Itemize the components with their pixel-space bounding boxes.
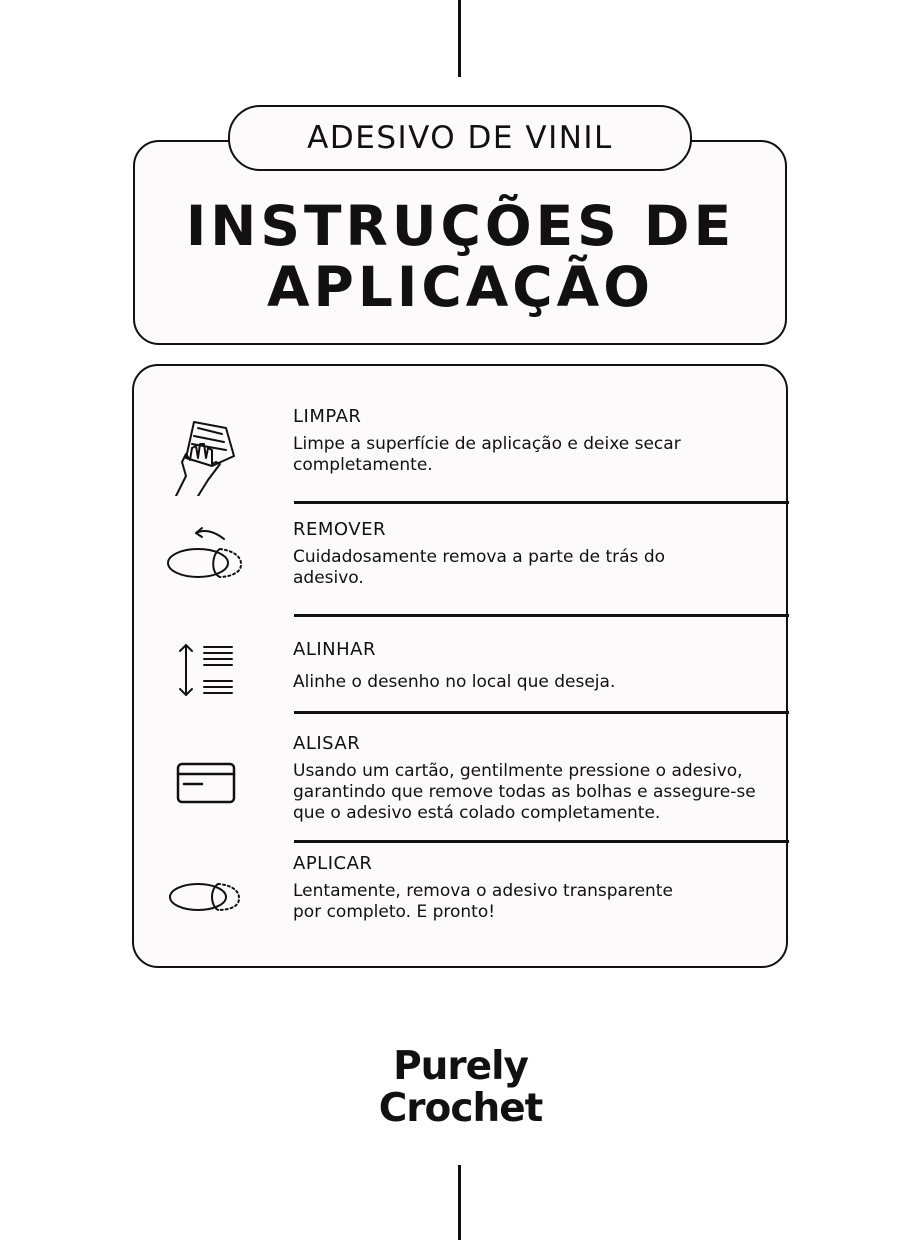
step-description xyxy=(293,672,793,693)
step-heading: ALISAR xyxy=(293,733,361,754)
step-heading: APLICAR xyxy=(293,853,373,874)
step-description-line: garantindo que remove todas as bolhas e assegure-se xyxy=(293,782,756,802)
step-heading: ALINHAR xyxy=(293,639,376,660)
step-description-line: Limpe a superfície de aplicação e deixe secar xyxy=(293,434,681,454)
step-description xyxy=(293,434,793,476)
step-description-line: Lentamente, remova o adesivo transparente xyxy=(293,881,673,901)
step-description xyxy=(293,881,793,923)
card-icon xyxy=(164,762,244,810)
brand-logo xyxy=(0,1046,921,1130)
cleaning-cloth-hand-icon xyxy=(164,414,244,500)
step-heading: LIMPAR xyxy=(293,406,362,427)
step-divider xyxy=(294,614,789,617)
peel-backing-icon xyxy=(164,525,246,583)
step-description-line: adesivo. xyxy=(293,568,364,588)
step-description-line: Usando um cartão, gentilmente pressione o adesivo, xyxy=(293,761,743,781)
step-description xyxy=(293,547,793,589)
align-icon xyxy=(164,643,244,703)
step-heading: REMOVER xyxy=(293,519,386,540)
step-description-line: completamente. xyxy=(293,455,433,475)
step-description-line: Alinhe o desenho no local que deseja. xyxy=(293,672,616,692)
step-divider xyxy=(294,840,789,843)
bottom-divider-line xyxy=(458,1165,461,1240)
step-divider xyxy=(294,711,789,714)
category-label: ADESIVO DE VINIL xyxy=(228,105,692,171)
peel-transfer-icon xyxy=(164,879,246,919)
top-divider-line xyxy=(458,0,461,77)
page-title-line-2: APLICAÇÃO xyxy=(266,255,654,319)
page-title xyxy=(133,196,788,318)
brand-line-1: Purely xyxy=(393,1044,528,1089)
step-description xyxy=(293,761,793,824)
step-description-line: que o adesivo está colado completamente. xyxy=(293,803,661,823)
step-divider xyxy=(294,501,789,504)
page-title-line-1: INSTRUÇÕES DE xyxy=(185,194,736,258)
steps-card xyxy=(132,364,788,968)
brand-line-2: Crochet xyxy=(378,1086,543,1131)
step-description-line: por completo. E pronto! xyxy=(293,902,496,922)
step-description-line: Cuidadosamente remova a parte de trás do xyxy=(293,547,666,567)
